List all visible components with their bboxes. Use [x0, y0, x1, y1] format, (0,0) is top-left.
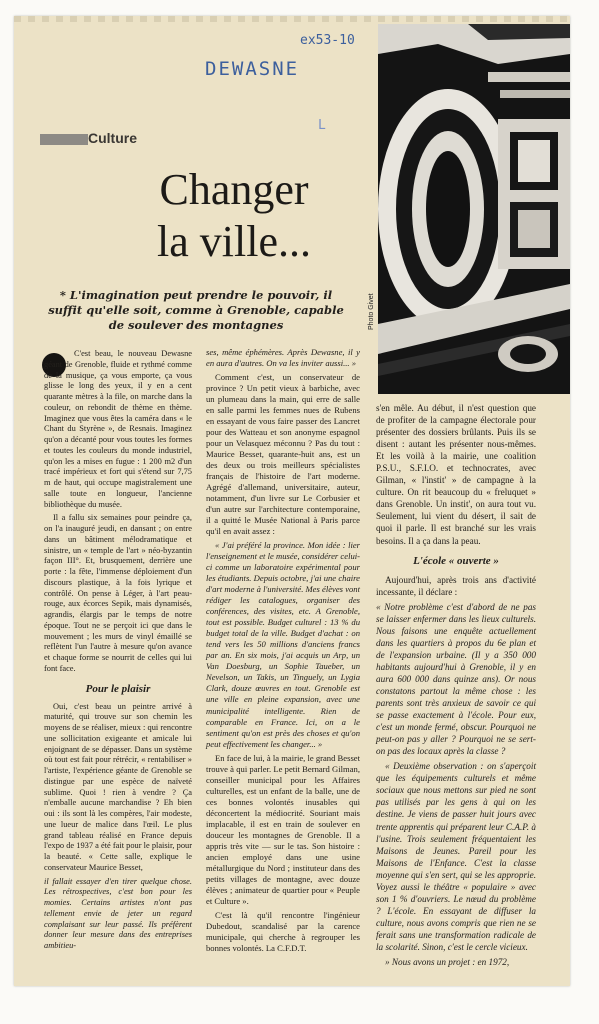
paragraph: Oui, c'est beau un peintre arrivé à maturité, qui trouve sur son chemin les moyens de se réaliser, mieux : qui rencontre une sollicitation exigeante et amicale lui enjoignant de se dépasser. Dans un système où tout est fait pour rétrécir, « rentabiliser » l'artiste, l'expérience géante de Grenoble se distingue par une espèce de naïveté sublime. Quoi ! rien à vendre ? Ça n'emballe aucune marchandise ? Eh bien oui : ils sont là les compères, l'air modeste, une lueur de malice dans l'œil. Le plus grand tableau réalisé en France depuis l'expo de 1937 a été fait pour le plaisir, pour la beauté. « Cette salle, explique le conservateur Maurice Besset, [44, 701, 192, 872]
paragraph: s'en mêle. Au début, il n'est question que de profiter de la campagne électorale pour présenter des dossiers brûlants. Puis ils se disent : autant les présenter nous-mêmes. Et les voilà à la mairie, une coalition P.S.U., S.F.I.O. et technocrates, avec Gilman, « l'instit' » de campagne à la culture. On rit beaucoup du « freluquet » dans Grenoble. Un instit', on aura tout vu. Seulement, lui vient du désert, il sait de quoi il parle. Il est branché sur les vrais besoins. Il a ça dans la peau. [376, 403, 536, 546]
quote-paragraph: ses, même éphémères. Après Dewasne, il y en aura d'autres. On va les inviter aussi... » [206, 347, 360, 369]
column-2 [206, 347, 360, 957]
handwritten-mark: L [318, 118, 326, 133]
paragraph: Aujourd'hui, après trois ans d'activité incessante, il déclare : [376, 574, 536, 597]
quote-paragraph: » Nous avons un projet : en 1972, [385, 957, 510, 968]
paragraph: C'est beau, le nouveau Dewasne géant de Grenoble, fluide et rythmé comme de la musique, ça vous emporte, ça vous glisse le long des yeux, il y en a cent quarante mètres à la file, on marche dans la couleur, on rebondit de thème en thème. Imaginez que vous êtes la caméra dans « le Chant du Styrène », de Resnais. Imaginez qu'on a décanté pour vous toutes les formes et toutes les couleurs du monde industriel, qu'on les a mises en fugue : 1 200 m2 d'un tracé impérieux et fort qui s'étend sur 7,75 m de haut, qui occupe magistralement une salle toute en longueur, l'ancienne bibliothèque du musée. [44, 349, 192, 509]
quote-paragraph: « J'ai préféré la province. Mon idée : lier l'enseignement et le musée, considérer celui-ci comme un laboratoire expérimental pour les étudiants. Depuis octobre, j'ai une chaire d'art moderne à l'université. Mes élèves vont rédiger les catalogues, organiser des conférences, des visites, etc. A Grenoble, tout est possible. Budget culturel : 13 % du budget total de la ville. Budget d'achat : on tend vers les 50 millions d'anciens francs par an. En six mois, j'ai acquis un Arp, un Van Doesburg, un Sophie Taueber, un Nevelson, un Takis, un Tinguely, un Lygia Clark, douze œuvres en tout. Grenoble est une ville en pleine expansion, avec une municipalité intelligente. Rien de comparable en France. Ici, on a le sentiment qu'on est près des choses et qu'on peut effectivement les changer... » [206, 540, 360, 749]
column-1 [44, 349, 192, 955]
headline-line-1: Changer [159, 165, 309, 214]
photo-credit: Photo Givet [368, 293, 375, 330]
dewasne-photo [378, 24, 570, 394]
handwritten-code: ex53-10 [300, 33, 355, 48]
paragraph: C'est là qu'il rencontre l'ingénieur Dubedout, scandalisé par la carence municipale, qui cherche à regrouper les bonnes volontés. La C.F.D.T. [206, 909, 360, 953]
handwritten-name: DEWASNE [205, 58, 300, 80]
headline-line-2: la ville... [157, 217, 311, 266]
paragraph: Comment c'est, un conservateur de province ? Un petit vieux à barbiche, avec un plumeau dans la main, qui erre de salle en salle parmi les femmes nues de Rubens en essayant de vous faire passer des Lancret pour des Watteau et son anonyme espagnol pour un Velasquez méconnu ? Pas du tout : Maurice Besset, quarante-huit ans, est un des deux ou trois meilleurs spécialistes français de l'histoire de l'art moderne. Agrégé d'allemand, universitaire, auteur, notamment, d'un livre sur Le Corbusier et d'un autre sur l'architecture contemporaine, il a quitté le Musée National à Paris parce qu'il en avait assez : [206, 372, 360, 537]
headline [104, 164, 364, 268]
torn-edge [14, 16, 570, 22]
quote-paragraph: il fallait essayer d'en tirer quelque chose. Les rétrospectives, c'est bon pour les momies. Certains artistes n'ont pas tellement envie de jeter un regard complaisant sur leur passé. Ils préfèrent donner leur mesure dans des entreprises ambitieu- [44, 876, 192, 950]
section-heading: L'école « ouverte » [413, 554, 499, 567]
rubric-label: Culture [88, 130, 137, 146]
paragraph: Il a fallu six semaines pour peindre ça, on l'a inauguré jeudi, en dansant ; on entre dans un bâtiment mélodramatique et sinistre, un « temple de l'art » néo-byzantin façon III°. Et, brusquement, derrière une porte : la fête, l'immense déploiement d'un discours plastique, à la fois lyrique et contrôlé. On pense à Léger, à l'art peau-rouge, aux écorces Sepik, mais dynamisés, agrandis, élargis par le temps de notre époque. Tout ne se perçoit ici que dans le mouvement ; les murs de vinyl émaillé se reflètent l'un l'autre à mesure qu'on avance et chaque forme se nourrit de celles qui lui font face. [44, 513, 192, 673]
paragraph: En face de lui, à la mairie, le grand Besset trouve à qui parler. Le petit Bernard Gilman, conseiller municipal pour les Affaires culturelles, est un enfant de la balle, une de ces bonnes volontés inusables qui déconcertent la médiocrité. Souriant mais implacable, il est en train de soulever en douceur les montagnes de Grenoble. Il a appris très vite — sur le tas. Son histoire : ancien employé dans une usine métallurgique du Nord ; instituteur dans des petits villages de montagne, avec douze élèves ; animateur de quartier pour « Peuple et Culture ». [206, 752, 360, 906]
column-3 [376, 402, 536, 971]
quote-paragraph: « Deuxième observation : on s'aperçoit que les équipements culturels et même sociaux que nous mettons sur pied ne sont pas utilisés par les gens à qui on les destine. Je viens de passer huit jours avec trente apprentis qui préparent leur C.A.P. à l'usine. Trois seulement fréquentaient les Maisons de Jeunes. Pareil pour les Maisons de l'Enfance. C'est la classe moyenne qui s'en sert, qui se les approprie. Voyez aussi le théâtre « populaire » avec son 1 % d'ouvriers. Le nœud du problème ? L'école. En essayant de diffuser la culture, nous avons compris que rien ne se ferait sans une transformation radicale de la scolarité. Sinon, c'est le cercle vicieux. [376, 761, 536, 952]
quote-paragraph: « Notre problème c'est d'abord de ne pas se laisser enfermer dans les lieux culturels. Nous faisons une enquête actuellement dans les quartiers à propos du 6e plan et de l'expansion urbaine. (Il y a 350 000 habitants aujourd'hui à Grenoble, il y en aura 600 000 dans quinze ans). Or nous constatons partout la même chose : les parents sont très anxieux de savoir ce qui se passe exactement à l'école. Pour eux, c'est un monde fermé, obscur. Pourquoi ne peut-on pas y aller ? Pourquoi ne se sert-on pas des locaux après la classe ? [376, 601, 536, 757]
standfirst: * L'imagination peut prendre le pouvoir, il suffit qu'elle soit, comme à Grenoble, capable de soulever des montagnes [48, 288, 344, 332]
section-heading: Pour le plaisir [85, 682, 151, 695]
rubric-bar [40, 134, 88, 145]
